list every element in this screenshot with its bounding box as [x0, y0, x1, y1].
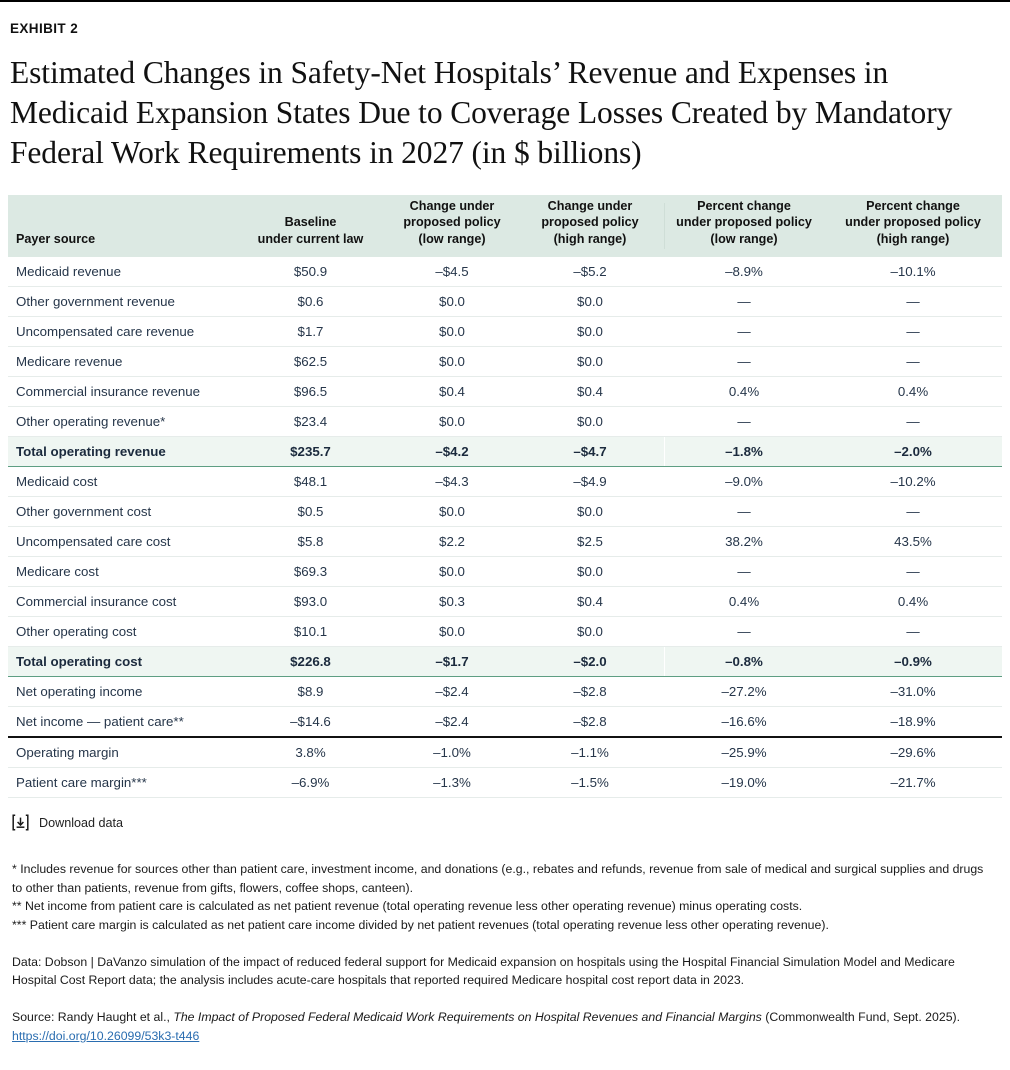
row-value: $0.0 — [388, 347, 526, 377]
row-value: — — [834, 407, 1002, 437]
download-data-label: Download data — [39, 815, 124, 830]
source-prefix: Source: Randy Haught et al., — [12, 1010, 174, 1025]
row-value: –1.1% — [526, 737, 664, 768]
table-row — [8, 467, 1002, 497]
row-value: –$2.8 — [526, 677, 664, 707]
row-value: –1.3% — [388, 768, 526, 798]
row-label: Total operating revenue — [8, 437, 243, 467]
row-value: $235.7 — [243, 437, 388, 467]
row-label: Net operating income — [8, 677, 243, 707]
table-row — [8, 527, 1002, 557]
exhibit-table — [8, 195, 1002, 798]
row-value: $0.0 — [526, 617, 664, 647]
footnote-3: *** Patient care margin is calculated as net patient care income divided by net patient revenues (total operating revenue less other operating revenue). — [12, 918, 829, 933]
exhibit-label: EXHIBIT 2 — [10, 21, 79, 36]
column-header-line: proposed policy — [403, 215, 501, 230]
row-label: Other government revenue — [8, 287, 243, 317]
row-value: –27.2% — [664, 677, 834, 707]
table-row — [8, 377, 1002, 407]
column-header-payer-source — [8, 195, 243, 257]
row-value: $0.0 — [388, 557, 526, 587]
row-value: –10.1% — [834, 257, 1002, 287]
table-row — [8, 768, 1002, 798]
column-header-percent-high — [834, 195, 1002, 257]
row-value: $93.0 — [243, 587, 388, 617]
row-value: 0.4% — [834, 587, 1002, 617]
row-label: Medicare cost — [8, 557, 243, 587]
row-value: –10.2% — [834, 467, 1002, 497]
row-label: Medicaid cost — [8, 467, 243, 497]
row-label: Operating margin — [8, 737, 243, 768]
table-row — [8, 557, 1002, 587]
row-value: $8.9 — [243, 677, 388, 707]
row-value: — — [664, 557, 834, 587]
column-header-baseline — [243, 195, 388, 257]
row-label: Medicare revenue — [8, 347, 243, 377]
column-header-line: Change under — [547, 198, 633, 213]
row-value: $2.2 — [388, 527, 526, 557]
row-value: –21.7% — [834, 768, 1002, 798]
row-value: $0.0 — [526, 557, 664, 587]
table-row — [8, 737, 1002, 768]
row-value: $0.0 — [526, 287, 664, 317]
row-label: Net income — patient care** — [8, 707, 243, 738]
column-header-line: under current law — [257, 231, 364, 246]
page-title: Estimated Changes in Safety-Net Hospitals’ Revenue and Expenses in Medicaid Expansion States Due to Coverage Losses Created by Mandatory Federal Work Requirements in 2027 (in $ billions) — [10, 55, 953, 170]
row-label: Uncompensated care revenue — [8, 317, 243, 347]
row-value: $0.0 — [388, 287, 526, 317]
row-value: –$14.6 — [243, 707, 388, 738]
row-value: — — [664, 407, 834, 437]
column-header-line: under proposed policy — [676, 215, 812, 230]
row-value: — — [664, 497, 834, 527]
row-value: — — [664, 287, 834, 317]
table-body — [8, 257, 1002, 798]
row-value: $50.9 — [243, 257, 388, 287]
source-title: The Impact of Proposed Federal Medicaid Work Requirements on Hospital Revenues and Financial Margins — [173, 1010, 762, 1025]
row-value: –$2.4 — [388, 677, 526, 707]
row-value: $0.0 — [526, 347, 664, 377]
row-value: –$4.7 — [526, 437, 664, 467]
row-value: –25.9% — [664, 737, 834, 768]
row-value: –$4.3 — [388, 467, 526, 497]
column-header-line: (low range) — [710, 231, 778, 246]
column-header-line: Payer source — [16, 231, 96, 246]
row-label: Medicaid revenue — [8, 257, 243, 287]
column-header-line: Baseline — [284, 215, 337, 230]
source-note — [12, 1008, 994, 1045]
row-value: $0.4 — [388, 377, 526, 407]
footnote-1: * Includes revenue for sources other than patient care, investment income, and donations (e.g., rebates and refunds, revenue from sale of medical and surgical supplies and drugs to other than patients, revenue from gifts, flowers, coffee shops, canteen). — [12, 862, 984, 895]
column-header-line: proposed policy — [541, 215, 639, 230]
column-header-line: (high range) — [553, 231, 627, 246]
row-value: — — [834, 347, 1002, 377]
row-value: –9.0% — [664, 467, 834, 497]
row-value: –0.8% — [664, 647, 834, 677]
row-value: $2.5 — [526, 527, 664, 557]
table-row — [8, 677, 1002, 707]
data-note — [12, 953, 994, 990]
row-value: — — [834, 317, 1002, 347]
row-value: $96.5 — [243, 377, 388, 407]
source-doi-link[interactable]: https://doi.org/10.26099/53k3-t446 — [12, 1028, 200, 1043]
row-value: –$2.8 — [526, 707, 664, 738]
row-value: $69.3 — [243, 557, 388, 587]
column-header-line: under proposed policy — [845, 215, 981, 230]
row-value: $0.0 — [388, 317, 526, 347]
row-value: 38.2% — [664, 527, 834, 557]
row-value: 3.8% — [243, 737, 388, 768]
table-row — [8, 287, 1002, 317]
row-value: –1.8% — [664, 437, 834, 467]
row-value: — — [664, 617, 834, 647]
table-row — [8, 437, 1002, 467]
row-label: Other operating revenue* — [8, 407, 243, 437]
row-value: –$4.9 — [526, 467, 664, 497]
row-value: — — [834, 287, 1002, 317]
row-value: $0.0 — [388, 617, 526, 647]
row-value: — — [834, 497, 1002, 527]
table-row — [8, 317, 1002, 347]
row-value: 0.4% — [664, 377, 834, 407]
row-value: $5.8 — [243, 527, 388, 557]
row-value: $1.7 — [243, 317, 388, 347]
row-value: $0.0 — [388, 497, 526, 527]
row-value: –$4.2 — [388, 437, 526, 467]
table-row — [8, 707, 1002, 738]
data-note-text: Data: Dobson | DaVanzo simulation of the impact of reduced federal support for Medicaid expansion on hospitals using the Hospital Financial Simulation Model and Medicare Hospital Cost Report data; the analysis includes acute-care hospitals that reported required Medicare hospital cost report data in 2023. — [12, 954, 955, 988]
source-note-text — [12, 1008, 994, 1045]
row-value: –31.0% — [834, 677, 1002, 707]
row-value: –8.9% — [664, 257, 834, 287]
row-value: $62.5 — [243, 347, 388, 377]
row-label: Other operating cost — [8, 617, 243, 647]
row-value: –0.9% — [834, 647, 1002, 677]
row-value: 43.5% — [834, 527, 1002, 557]
table-row — [8, 347, 1002, 377]
row-value: –1.5% — [526, 768, 664, 798]
row-value: $0.3 — [388, 587, 526, 617]
row-label: Other government cost — [8, 497, 243, 527]
row-value: — — [664, 347, 834, 377]
row-value: –$1.7 — [388, 647, 526, 677]
footnotes — [8, 860, 1002, 1046]
row-label: Uncompensated care cost — [8, 527, 243, 557]
row-value: $48.1 — [243, 467, 388, 497]
column-header-line: Percent change — [697, 198, 791, 213]
row-value: — — [834, 617, 1002, 647]
table-row — [8, 617, 1002, 647]
footnote-2: ** Net income from patient care is calculated as net patient revenue (total operating revenue less other operating revenue) minus operating costs. — [12, 899, 803, 914]
column-header-line: Percent change — [866, 198, 960, 213]
column-header-change-low — [388, 195, 526, 257]
row-value: –19.0% — [664, 768, 834, 798]
column-header-change-high — [526, 195, 664, 257]
row-value: $23.4 — [243, 407, 388, 437]
row-value: –$4.5 — [388, 257, 526, 287]
table-row — [8, 647, 1002, 677]
column-header-line: Change under — [409, 198, 495, 213]
row-value: $0.4 — [526, 377, 664, 407]
row-value: $0.0 — [526, 497, 664, 527]
footnote-group — [12, 860, 994, 935]
top-rule — [0, 0, 1010, 2]
download-data-button[interactable] — [8, 814, 1002, 831]
row-value: –$5.2 — [526, 257, 664, 287]
row-value: –2.0% — [834, 437, 1002, 467]
row-label: Patient care margin*** — [8, 768, 243, 798]
row-value: — — [664, 317, 834, 347]
row-value: –16.6% — [664, 707, 834, 738]
row-value: –29.6% — [834, 737, 1002, 768]
row-value: — — [834, 557, 1002, 587]
row-value: –$2.4 — [388, 707, 526, 738]
table-row — [8, 497, 1002, 527]
row-value: 0.4% — [834, 377, 1002, 407]
row-value: $0.4 — [526, 587, 664, 617]
row-value: –1.0% — [388, 737, 526, 768]
row-value: $0.0 — [526, 407, 664, 437]
row-value: –$2.0 — [526, 647, 664, 677]
source-suffix: (Commonwealth Fund, Sept. 2025). — [761, 1010, 961, 1025]
row-value: $226.8 — [243, 647, 388, 677]
row-label: Commercial insurance revenue — [8, 377, 243, 407]
row-label: Commercial insurance cost — [8, 587, 243, 617]
row-value: $0.0 — [388, 407, 526, 437]
column-header-percent-low — [664, 195, 834, 257]
table-head — [8, 195, 1002, 257]
table-row — [8, 257, 1002, 287]
row-label: Total operating cost — [8, 647, 243, 677]
row-value: $10.1 — [243, 617, 388, 647]
row-value: –6.9% — [243, 768, 388, 798]
table-row — [8, 407, 1002, 437]
row-value: –18.9% — [834, 707, 1002, 738]
row-value: 0.4% — [664, 587, 834, 617]
row-value: $0.0 — [526, 317, 664, 347]
row-value: $0.6 — [243, 287, 388, 317]
table-row — [8, 587, 1002, 617]
download-icon — [12, 814, 29, 831]
column-header-line: (low range) — [418, 231, 486, 246]
row-value: $0.5 — [243, 497, 388, 527]
column-header-line: (high range) — [876, 231, 950, 246]
table-header-row — [8, 195, 1002, 257]
